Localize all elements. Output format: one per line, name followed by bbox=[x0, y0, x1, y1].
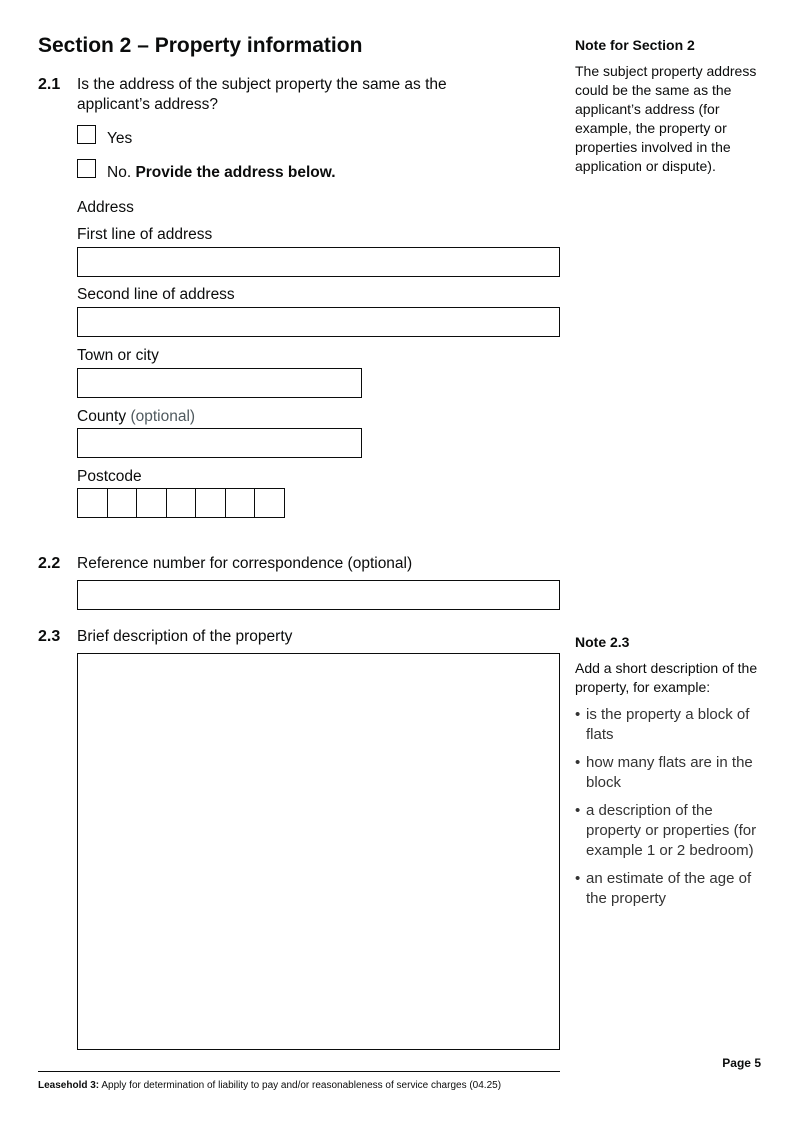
property-description-field[interactable] bbox=[77, 653, 560, 1050]
note-2-3-bullets bbox=[575, 705, 760, 917]
second-line-address-field[interactable] bbox=[77, 307, 560, 337]
county-field[interactable] bbox=[77, 428, 362, 458]
note-bullet: • is the property a block of flats bbox=[575, 705, 760, 745]
postcode-cell[interactable] bbox=[136, 488, 167, 518]
postcode-cell[interactable] bbox=[107, 488, 138, 518]
first-line-address-field[interactable] bbox=[77, 247, 560, 277]
question-2-1-text: Is the address of the subject property the same as the applicant’s address? bbox=[77, 76, 447, 113]
footer-divider bbox=[38, 1071, 560, 1072]
note-bullet: • a description of the property or properties (for example 1 or 2 bedroom) bbox=[575, 801, 760, 861]
question-2-2-text: Reference number for correspondence (optional) bbox=[77, 555, 413, 572]
postcode-cell[interactable] bbox=[225, 488, 256, 518]
postcode-cell[interactable] bbox=[166, 488, 197, 518]
note-section-2-title: Note for Section 2 bbox=[575, 37, 695, 53]
postcode-label: Postcode bbox=[77, 468, 142, 485]
question-2-3-text: Brief description of the property bbox=[77, 628, 293, 645]
county-label-text: County bbox=[77, 408, 127, 425]
section-title: Section 2 – Property information bbox=[38, 34, 363, 57]
postcode-field bbox=[77, 488, 285, 518]
note-2-3-title: Note 2.3 bbox=[575, 634, 630, 650]
reference-number-field[interactable] bbox=[77, 580, 560, 610]
footer-form-description: Apply for determination of liability to pay and/or reasonableness of service charges (04.25) bbox=[101, 1080, 502, 1091]
no-checkbox[interactable] bbox=[77, 159, 96, 178]
question-2-1-number: 2.1 bbox=[38, 76, 61, 93]
note-bullet: • how many flats are in the block bbox=[575, 753, 760, 793]
no-label bbox=[107, 163, 336, 183]
second-line-label: Second line of address bbox=[77, 286, 235, 303]
footer-text bbox=[38, 1080, 501, 1091]
county-optional-text: (optional) bbox=[130, 408, 196, 425]
first-line-label: First line of address bbox=[77, 226, 213, 243]
note-bullet: • an estimate of the age of the property bbox=[575, 869, 760, 909]
address-heading: Address bbox=[77, 199, 134, 216]
town-field[interactable] bbox=[77, 368, 362, 398]
postcode-cell[interactable] bbox=[254, 488, 285, 518]
question-2-3-number: 2.3 bbox=[38, 628, 61, 645]
page-number: Page 5 bbox=[722, 1056, 761, 1070]
town-label: Town or city bbox=[77, 347, 159, 364]
question-2-2-number: 2.2 bbox=[38, 555, 61, 572]
note-section-2-text: The subject property address could be the same as the applicant’s address (for example, the property or properties involved in the application or dispute). bbox=[575, 63, 757, 174]
yes-label: Yes bbox=[107, 130, 133, 147]
yes-checkbox[interactable] bbox=[77, 125, 96, 144]
no-label-instruction: Provide the address below. bbox=[135, 164, 336, 181]
postcode-cell[interactable] bbox=[77, 488, 108, 518]
county-label bbox=[77, 407, 195, 427]
note-2-3-intro: Add a short description of the property, for example: bbox=[575, 660, 758, 695]
postcode-cell[interactable] bbox=[195, 488, 226, 518]
no-label-prefix: No. bbox=[107, 164, 132, 181]
footer-form-name: Leasehold 3: bbox=[38, 1080, 100, 1091]
